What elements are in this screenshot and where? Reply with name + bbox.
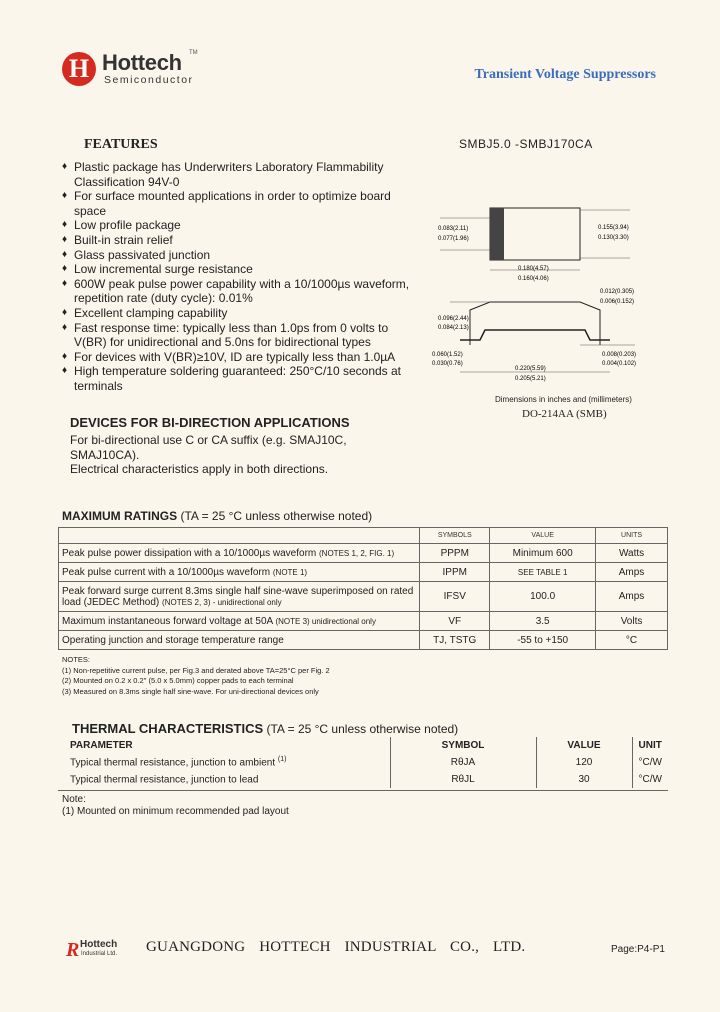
list-item: ♦ Built-in strain relief bbox=[62, 233, 422, 248]
bidirection-heading: DEVICES FOR BI-DIRECTION APPLICATIONS bbox=[70, 415, 350, 430]
footer-logo-name: Hottech bbox=[80, 939, 118, 950]
dim-p: 0.205(5.21) bbox=[515, 376, 546, 382]
value-cell: 3.5 bbox=[490, 612, 596, 631]
list-item: ♦ Glass passivated junction bbox=[62, 248, 422, 263]
dim-b: 0.077(1.96) bbox=[438, 236, 469, 242]
header-param bbox=[59, 528, 420, 544]
unit-cell: °C/W bbox=[632, 754, 668, 771]
symbol-cell: PPPM bbox=[420, 544, 490, 563]
page-number: Page:P4-P1 bbox=[611, 944, 665, 955]
header-symbols: SYMBOLS bbox=[420, 528, 490, 544]
package-side-view bbox=[470, 302, 600, 345]
thermal-heading bbox=[72, 721, 458, 736]
thermal-condition: (TA = 25 °C unless otherwise noted) bbox=[266, 722, 459, 736]
cathode-band bbox=[490, 208, 504, 260]
trademark: TM bbox=[189, 50, 198, 56]
dim-e: 0.180(4.57) bbox=[518, 266, 549, 272]
list-item: ♦ Low incremental surge resistance bbox=[62, 262, 422, 277]
table-row bbox=[59, 631, 668, 650]
value-cell: -55 to +150 bbox=[490, 631, 596, 650]
header-value: VALUE bbox=[490, 528, 596, 544]
footer-company: GUANGDONG HOTTECH INDUSTRIAL CO., LTD. bbox=[146, 939, 526, 955]
bidirection-text bbox=[70, 433, 390, 477]
bidirection-line: For bi-directional use C or CA suffix (e.g. SMAJ10C, SMAJ10CA). bbox=[70, 433, 347, 462]
table-row bbox=[58, 754, 668, 771]
thermal-note-title: Note: bbox=[62, 794, 86, 805]
max-ratings-title: MAXIMUM RATINGS bbox=[62, 509, 178, 523]
list-item: ♦ 600W peak pulse power capability with a 10/1000µs waveform, repetition rate (duty cycle): 0.01% bbox=[62, 277, 422, 306]
features-heading: FEATURES bbox=[84, 137, 158, 152]
max-ratings-condition: (TA = 25 °C unless otherwise noted) bbox=[180, 509, 373, 523]
param-cell: Typical thermal resistance, junction to ambient $^{(1)}$ bbox=[70, 756, 287, 769]
value-cell: 30 bbox=[536, 771, 632, 788]
thermal-title: THERMAL CHARACTERISTICS bbox=[72, 721, 264, 736]
note-line: (1) Non-repetitive current pulse, per Fig.3 and derated above TA=25°C per Fig. 2 bbox=[62, 665, 330, 675]
list-item: ♦ Excellent clamping capability bbox=[62, 306, 422, 321]
package-leads bbox=[460, 330, 610, 340]
list-item: ♦ Low profile package bbox=[62, 218, 422, 233]
param-cell: Operating junction and storage temperature range bbox=[59, 631, 420, 650]
table-header-row bbox=[58, 737, 668, 754]
value-cell: 100.0 bbox=[490, 582, 596, 612]
dim-h: 0.006(0.152) bbox=[600, 299, 635, 305]
list-item: ♦ High temperature soldering guaranteed: 250°C/10 seconds at terminals bbox=[62, 364, 422, 393]
symbol-cell: RθJA bbox=[390, 754, 536, 771]
unit-cell: °C bbox=[596, 631, 668, 650]
unit-cell: °C/W bbox=[632, 771, 668, 788]
max-ratings-heading bbox=[62, 509, 372, 523]
thermal-table bbox=[58, 737, 668, 788]
dim-l: 0.030(0.76) bbox=[432, 361, 463, 367]
unit-cell: Amps bbox=[596, 582, 668, 612]
value-cell: 120 bbox=[536, 754, 632, 771]
dim-a: 0.083(2.11) bbox=[438, 226, 469, 232]
table-row bbox=[58, 771, 668, 788]
hottech-logo-icon: H bbox=[62, 52, 96, 86]
package-name: DO-214AA (SMB) bbox=[522, 408, 607, 420]
note-line: (3) Measured on 8.3ms single half sine-wave. For uni-directional devices only bbox=[62, 686, 319, 696]
symbol-cell: VF bbox=[420, 612, 490, 631]
hottech-logo bbox=[62, 50, 222, 94]
symbol-cell: IPPM bbox=[420, 563, 490, 582]
param-cell: Peak pulse power dissipation with a 10/1000µs waveform (NOTES 1, 2, FIG. 1) bbox=[59, 544, 420, 563]
dim-o: 0.220(5.59) bbox=[515, 366, 546, 372]
header-unit: UNIT bbox=[632, 737, 668, 754]
list-item: ♦ For devices with V(BR)≥10V, ID are typically less than 1.0µA bbox=[62, 350, 422, 365]
footer-logo-icon: R bbox=[66, 939, 80, 961]
header-value: VALUE bbox=[536, 737, 632, 754]
max-ratings-table bbox=[58, 527, 668, 650]
header-symbol: SYMBOL bbox=[390, 737, 536, 754]
dim-m: 0.008(0.203) bbox=[602, 352, 637, 358]
dimensions-caption: Dimensions in inches and (millimeters) bbox=[495, 395, 632, 404]
max-ratings-notes bbox=[62, 655, 330, 697]
dim-j: 0.084(2.13) bbox=[438, 325, 469, 331]
list-item: ♦ For surface mounted applications in order to optimize board space bbox=[62, 189, 422, 218]
dim-n: 0.004(0.102) bbox=[602, 361, 637, 367]
unit-cell: Amps bbox=[596, 563, 668, 582]
value-cell: SEE TABLE 1 bbox=[490, 563, 596, 582]
bidirection-line: Electrical characteristics apply in both directions. bbox=[70, 462, 329, 477]
dim-f: 0.160(4.06) bbox=[518, 276, 549, 282]
table-row bbox=[59, 563, 668, 582]
note-line: (2) Mounted on 0.2 x 0.2" (5.0 x 5.0mm) copper pads to each terminal bbox=[62, 676, 294, 685]
thermal-note: (1) Mounted on minimum recommended pad layout bbox=[62, 806, 289, 817]
thermal-divider bbox=[58, 790, 668, 791]
package-outline-drawing bbox=[430, 190, 660, 390]
brand-name: Hottech bbox=[102, 50, 182, 75]
table-row bbox=[59, 544, 668, 563]
footer-logo-sub: Industrial Ltd. bbox=[81, 951, 118, 957]
features-list bbox=[62, 160, 422, 394]
brand-subtitle: Semiconductor bbox=[104, 74, 194, 86]
table-header-row bbox=[59, 528, 668, 544]
param-cell: Peak forward surge current 8.3ms single half sine-wave superimposed on rated load (JEDEC Method) (NOTES 2, 3) - unidirectional only bbox=[59, 582, 420, 612]
symbol-cell: IFSV bbox=[420, 582, 490, 612]
dim-c: 0.155(3.94) bbox=[598, 225, 629, 231]
part-range: SMBJ5.0 -SMBJ170CA bbox=[459, 137, 593, 151]
value-cell: Minimum 600 bbox=[490, 544, 596, 563]
unit-cell: Volts bbox=[596, 612, 668, 631]
symbol-cell: TJ, TSTG bbox=[420, 631, 490, 650]
param-cell: Maximum instantaneous forward voltage at 50A (NOTE 3) unidirectional only bbox=[59, 612, 420, 631]
list-item: ♦ Plastic package has Underwriters Laboratory Flammability Classification 94V-0 bbox=[62, 160, 422, 189]
table-row bbox=[59, 582, 668, 612]
header-parameter: PARAMETER bbox=[70, 740, 133, 751]
unit-cell: Watts bbox=[596, 544, 668, 563]
dim-g: 0.012(0.305) bbox=[600, 289, 635, 295]
param-cell: Peak pulse current with a 10/1000µs waveform (NOTE 1) bbox=[59, 563, 420, 582]
header-units: UNITS bbox=[596, 528, 668, 544]
symbol-cell: RθJL bbox=[390, 771, 536, 788]
dim-k: 0.060(1.52) bbox=[432, 352, 463, 358]
list-item: ♦ Fast response time: typically less than 1.0ps from 0 volts to V(BR) for unidirectional and 5.0ns for bidirectional types bbox=[62, 321, 422, 350]
footer-logo bbox=[66, 939, 126, 961]
document-title: Transient Voltage Suppressors bbox=[474, 67, 656, 82]
dim-d: 0.130(3.30) bbox=[598, 235, 629, 241]
notes-title: NOTES: bbox=[62, 655, 90, 664]
table-row bbox=[59, 612, 668, 631]
dim-i: 0.096(2.44) bbox=[438, 316, 469, 322]
param-cell: Typical thermal resistance, junction to lead bbox=[70, 774, 259, 786]
